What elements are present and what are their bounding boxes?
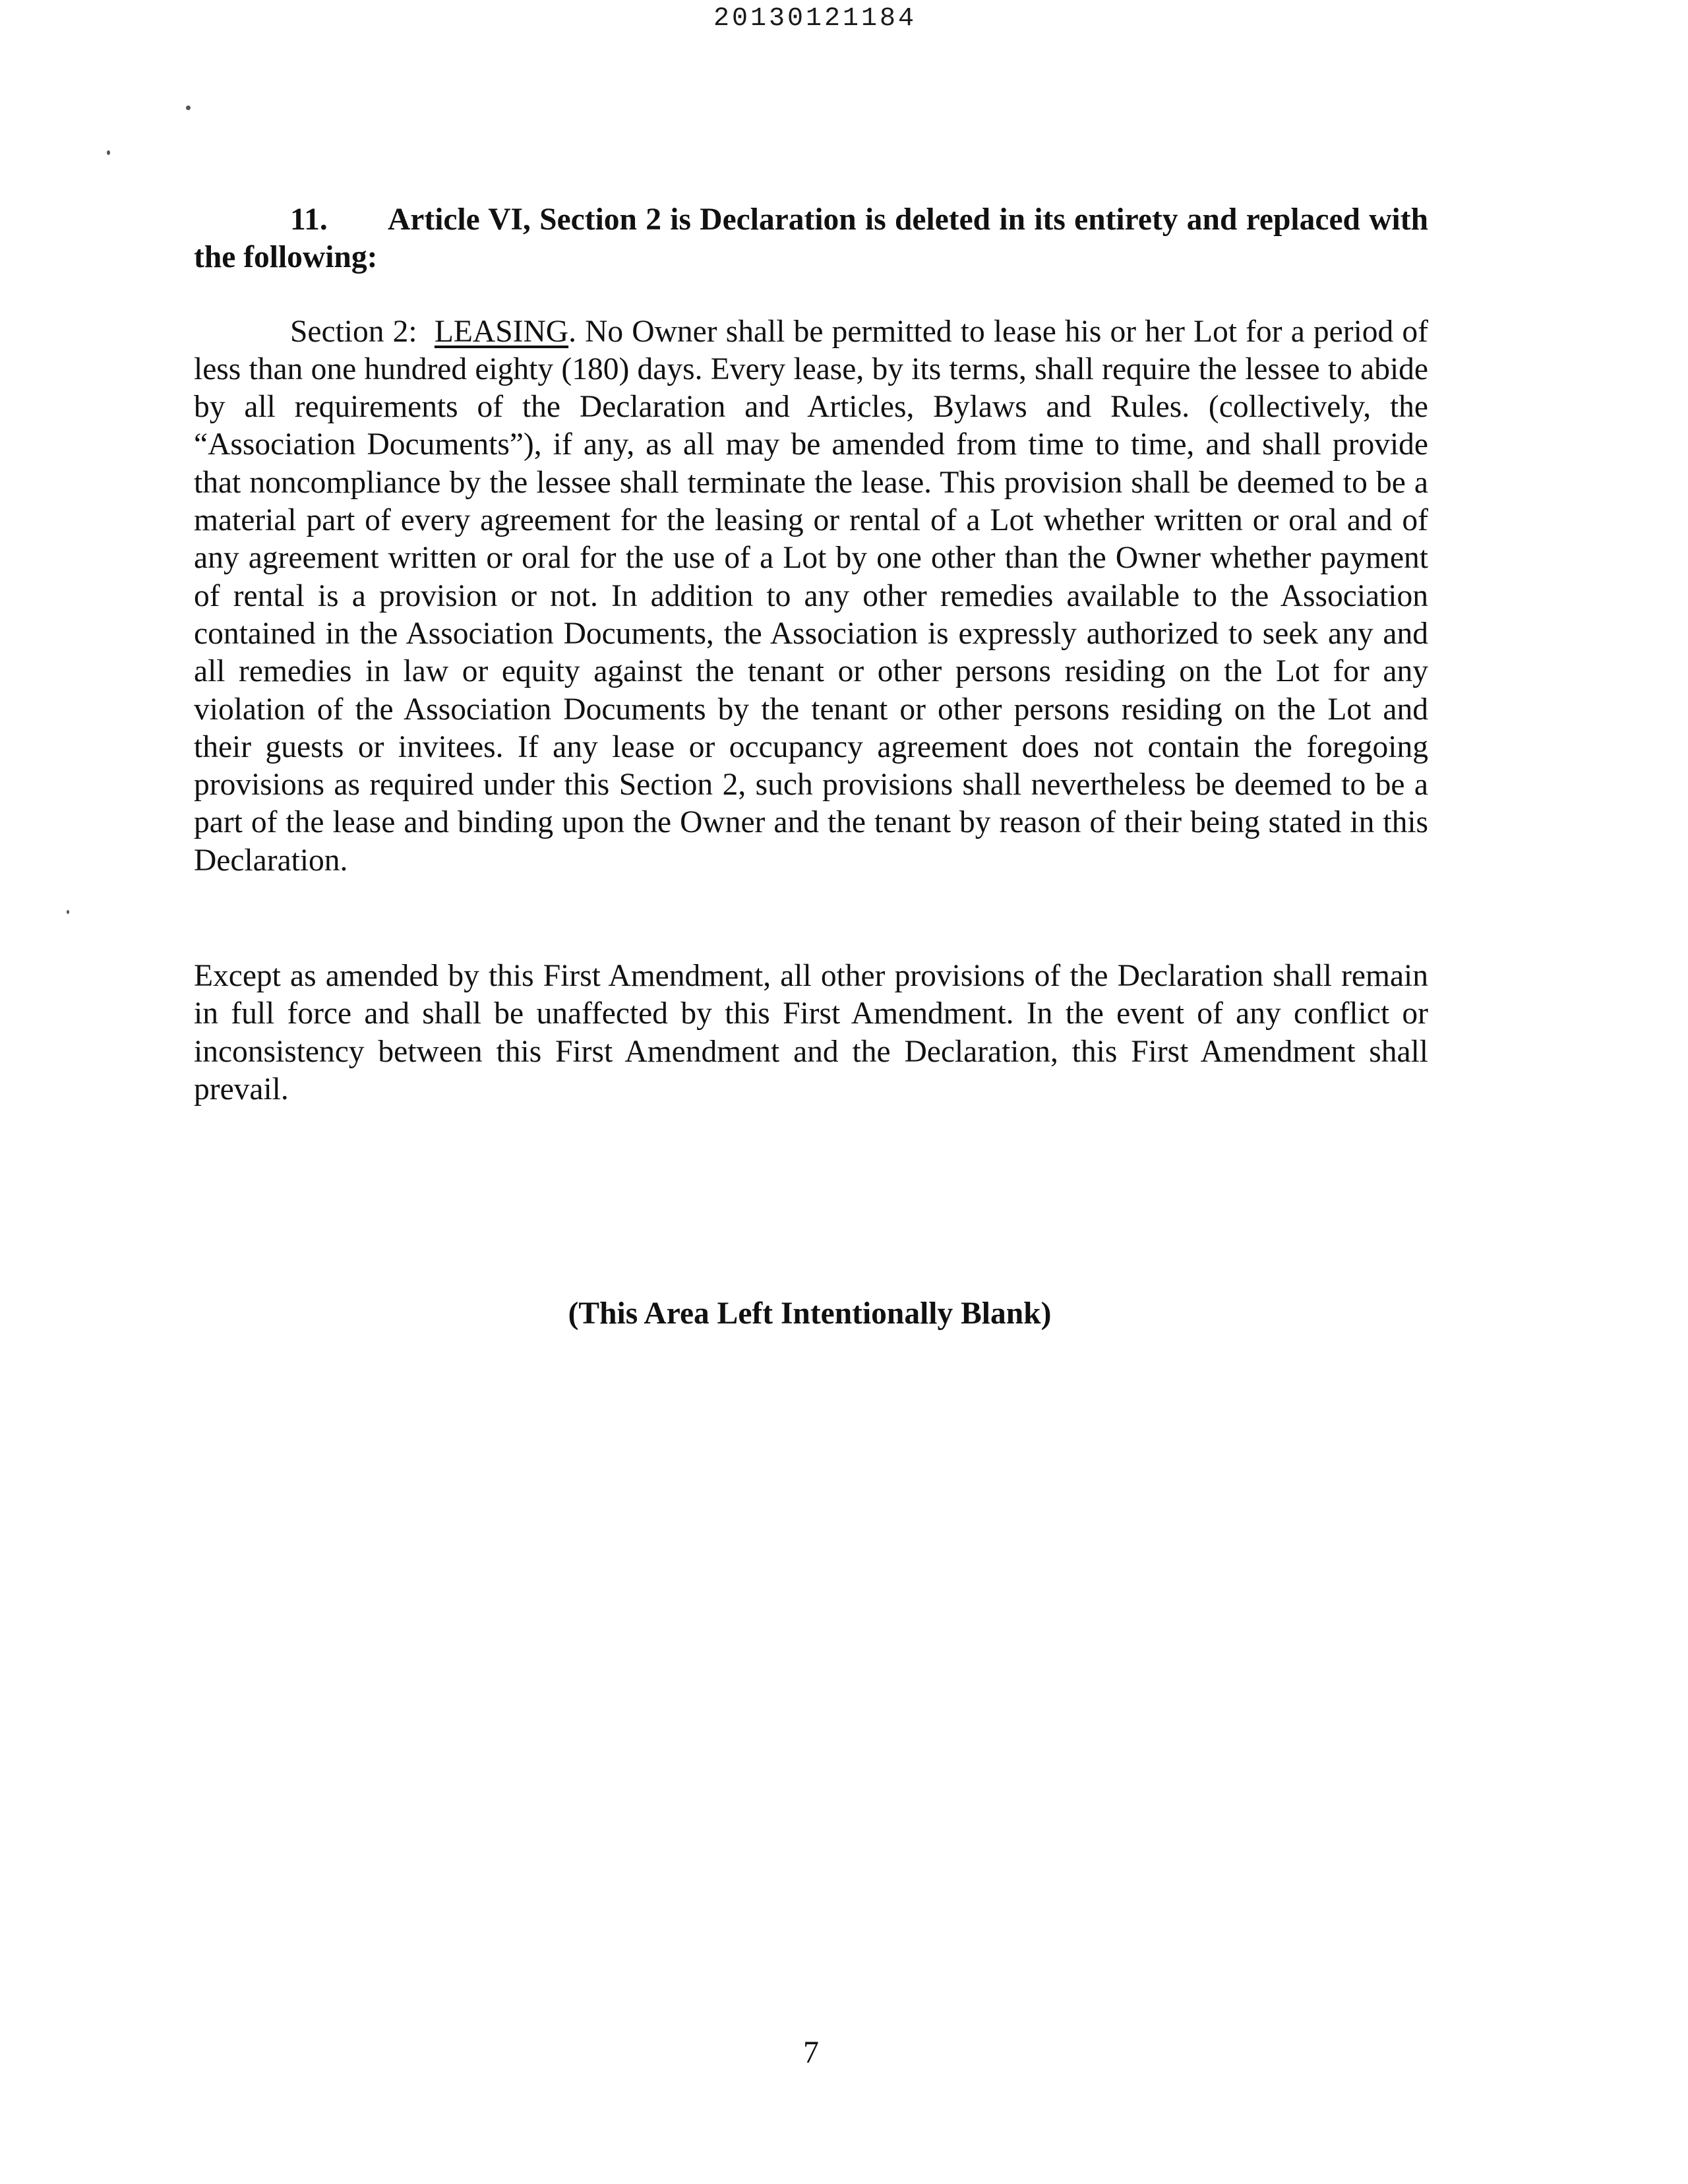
page-number: 7: [803, 2035, 819, 2070]
leasing-section: [194, 313, 1428, 880]
document-body: [194, 201, 1428, 1108]
blank-area-notice: (This Area Left Intentionally Blank): [568, 1296, 1052, 1331]
closing-paragraph: Except as amended by this First Amendment, all other provisions of the Declaration shall remain in full force and shall be unaffected by this First Amendment. In the event of any conflict or inconsistency between this First Amendment and the Declaration, this First Amendment shall prevail.: [194, 959, 1428, 1107]
section-title: LEASING: [434, 314, 569, 349]
scan-speck: [67, 910, 69, 914]
recording-number: 20130121184: [713, 4, 917, 34]
article-number: 11.: [290, 202, 328, 237]
scan-speck: [186, 106, 191, 110]
scan-speck: [107, 150, 110, 155]
article-heading: [194, 201, 1428, 277]
section-body: . No Owner shall be permitted to lease his or her Lot for a period of less than one hundred eighty (180) days. Every lease, by its terms, shall require the lessee to abide by all requirements of the Declaration and Articles, Bylaws and Rules. (collectively, the “Association Documents”), if any, as all may be amended from time to time, and shall provide that noncompliance by the lessee shall terminate the lease. This provision shall be deemed to be a material part of every agreement for the leasing or rental of a Lot whether written or oral and of any agreement written or oral for the use of a Lot by one other than the Owner whether payment of rental is a provision or not. In addition to any other remedies available to the Association contained in the Association Documents, the Association is expressly authorized to seek any and all remedies in law or equity against the tenant or other persons residing on the Lot for any violation of the Association Documents by the tenant or other persons residing on the Lot and their guests or invitees. If any lease or occupancy agreement does not contain the foregoing provisions as required under this Section 2, such provisions shall nevertheless be deemed to be a part of the lease and binding upon the Owner and the tenant by reason of their being stated in this Declaration.: [194, 314, 1428, 878]
article-heading-text: Article VI, Section 2 is Declaration is deleted in its entirety and replaced with the following:: [194, 202, 1428, 275]
section-label: Section 2:: [290, 314, 417, 349]
